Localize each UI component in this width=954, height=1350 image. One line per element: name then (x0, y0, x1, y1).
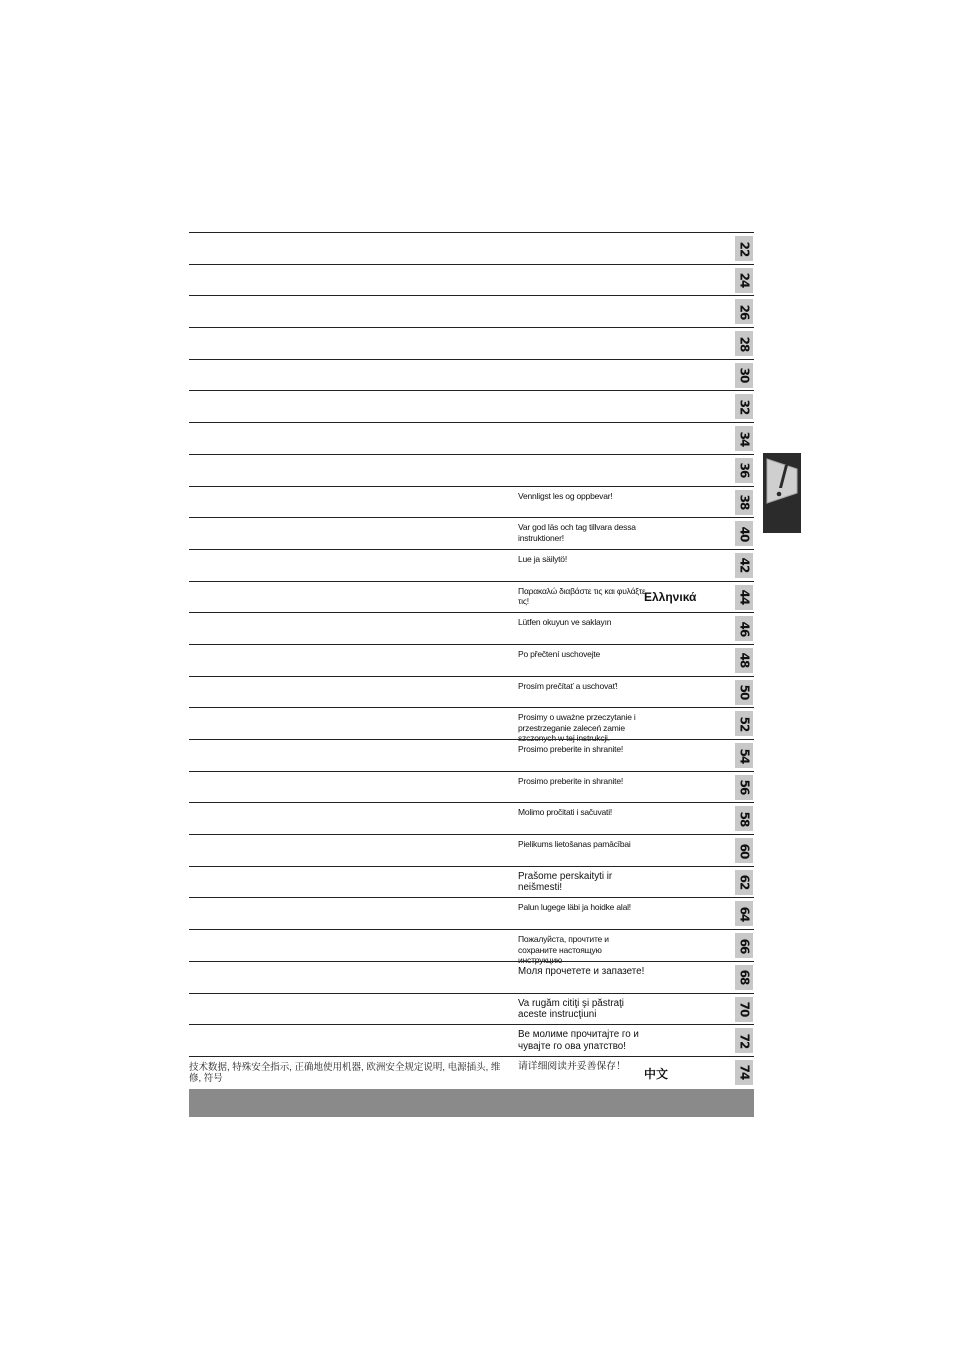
toc-row-page-number[interactable] (735, 1060, 753, 1085)
toc-row-page-number[interactable] (735, 553, 753, 578)
toc-row[interactable] (189, 771, 754, 803)
toc-row-instruction-note: Po přečtení uschovejte (518, 648, 601, 659)
toc-row-instruction-note: Prosím prečítať a uschovať! (518, 680, 618, 691)
page-number-label: 42 (736, 558, 751, 573)
toc-row-instruction-note: Vennligst les og oppbevar! (518, 490, 613, 501)
toc-row[interactable] (189, 707, 754, 744)
page-number-label: 40 (736, 526, 751, 542)
toc-row[interactable] (189, 897, 754, 929)
toc-row-page-number[interactable] (735, 997, 753, 1022)
toc-row[interactable] (189, 581, 754, 613)
toc-row[interactable] (189, 1056, 754, 1088)
warning-icon (763, 455, 801, 505)
toc-row-page-number[interactable] (735, 521, 753, 546)
toc-row[interactable] (189, 993, 754, 1025)
toc-row[interactable] (189, 486, 754, 518)
page-number-label: 22 (736, 241, 751, 256)
toc-row-instruction-note: Παρακαλώ διαβάστε τις και φυλάξτε τις! (518, 585, 646, 607)
toc-row[interactable] (189, 454, 754, 486)
page-number-label: 50 (736, 684, 751, 700)
toc-row-page-number[interactable] (735, 901, 753, 926)
toc-row-page-number[interactable] (735, 648, 753, 673)
page-number-label: 46 (736, 621, 751, 637)
page-number-label: 32 (736, 399, 751, 415)
toc-row[interactable] (189, 549, 754, 581)
page-number-label: 68 (736, 969, 751, 985)
toc-row-instruction-note: Var god läs och tag tillvara dessa instruktioner! (518, 522, 636, 543)
toc-row-page-number[interactable] (735, 331, 753, 356)
page-number-label: 56 (736, 779, 751, 795)
toc-row-instruction-note: Palun lugege läbi ja hoidke alal! (518, 902, 631, 913)
section-tab[interactable] (763, 453, 801, 533)
toc-row[interactable] (189, 359, 754, 391)
toc-row[interactable] (189, 676, 754, 708)
toc-row-instruction-note: Molimo pročitati i sačuvati! (518, 807, 613, 818)
toc-row-page-number[interactable] (735, 458, 753, 483)
page-number-label: 48 (736, 653, 751, 668)
page-number-label: 30 (736, 367, 751, 383)
page-number-label: 24 (736, 272, 751, 288)
toc-row[interactable] (189, 929, 754, 966)
toc-row[interactable] (189, 866, 754, 898)
toc-row-page-number[interactable] (735, 870, 753, 895)
toc-row-instruction-note: Ве молиме прочитајте го и чувајте го ова упатство! (518, 1029, 639, 1052)
page-number-label: 64 (736, 906, 751, 922)
toc-row-page-number[interactable] (735, 299, 753, 324)
page-number-label: 36 (736, 462, 751, 478)
toc-row-instruction-note: Prosimy o uważne przeczytanie i przestrzeganie zaleceń zamie szczonych w tej instrukcji. (518, 712, 636, 744)
page-number-label: 34 (736, 431, 751, 446)
toc-row-page-number[interactable] (735, 363, 753, 388)
page-number-label: 74 (736, 1065, 751, 1080)
toc-row-page-number[interactable] (735, 838, 753, 863)
page-number-label: 26 (736, 304, 751, 320)
toc-row[interactable] (189, 327, 754, 359)
toc-row-page-number[interactable] (735, 680, 753, 705)
page-number-label: 70 (736, 1001, 751, 1017)
footer-bar (189, 1089, 754, 1117)
page-number-label: 60 (736, 843, 751, 858)
page-number-label: 62 (736, 874, 751, 890)
toc-row[interactable] (189, 517, 754, 549)
toc-row-page-number[interactable] (735, 490, 753, 515)
toc-row-page-number[interactable] (735, 933, 753, 958)
toc-row[interactable] (189, 295, 754, 327)
toc-row[interactable] (189, 644, 754, 676)
toc-row-page-number[interactable] (735, 806, 753, 831)
toc-row[interactable] (189, 1024, 754, 1056)
toc-row[interactable] (189, 961, 754, 993)
toc-row-instruction-note: 请详细阅读并妥善保存！ (518, 1060, 626, 1072)
page-number-label: 28 (736, 336, 751, 351)
toc-row-page-number[interactable] (735, 236, 753, 261)
toc-row[interactable] (189, 612, 754, 644)
toc-row-instruction-note: Моля прочетете и запазете! (518, 965, 645, 977)
page-number-label: 54 (736, 748, 751, 763)
toc-row[interactable] (189, 390, 754, 422)
toc-row-page-number[interactable] (735, 426, 753, 451)
toc-row-instruction-note: Prašome perskaityti ir neišmesti! (518, 870, 613, 894)
page-number-label: 52 (736, 716, 751, 732)
toc-row[interactable] (189, 834, 754, 866)
toc-row-language-label: Ελληνικά (644, 589, 697, 604)
toc-row[interactable] (189, 422, 754, 454)
page-number-label: 44 (736, 589, 751, 605)
toc-row[interactable] (189, 232, 754, 264)
toc-row-instruction-note: Lue ja säilytö! (518, 553, 567, 564)
toc-row-instruction-note: Va rugăm citiţi şi păstraţi aceste instrucţiuni (518, 997, 624, 1020)
toc-row-language-label: 中文 (644, 1066, 669, 1081)
page-number-label: 72 (736, 1033, 751, 1049)
toc-row[interactable] (189, 264, 754, 296)
toc-row-page-number[interactable] (735, 268, 753, 293)
toc-row-instruction-note: Пожалуйста, прочтите и сохраните настоящую инструкцию (518, 934, 609, 966)
toc-row-page-number[interactable] (735, 965, 753, 990)
toc-row-instruction-note: Lütfen okuyun ve saklayın (518, 617, 612, 628)
toc-row-page-number[interactable] (735, 616, 753, 641)
page-number-label: 38 (736, 494, 751, 510)
toc-row[interactable] (189, 739, 754, 771)
toc-row-instruction-note: Prosimo preberite in shranite! (518, 744, 624, 754)
page-number-label: 58 (736, 811, 751, 827)
toc-row-page-number[interactable] (735, 394, 753, 419)
toc-row-page-number[interactable] (735, 711, 753, 736)
toc-row-instruction-note: Prosimo preberite in shranite! (518, 775, 624, 786)
toc-row-page-number[interactable] (735, 743, 753, 768)
table-of-contents (189, 232, 754, 1088)
toc-row-page-number[interactable] (735, 1028, 753, 1053)
page-number-label: 66 (736, 938, 751, 953)
toc-row-instruction-note: Pielikums lietošanas pamācībai (518, 839, 631, 850)
toc-row-description: 技术数据, 特殊安全指示, 正确地使用机器, 欧洲安全规定说明, 电源插头, 维修, 符号 (189, 1061, 501, 1085)
toc-row-page-number[interactable] (735, 585, 753, 610)
toc-row-page-number[interactable] (735, 775, 753, 800)
toc-row[interactable] (189, 802, 754, 834)
